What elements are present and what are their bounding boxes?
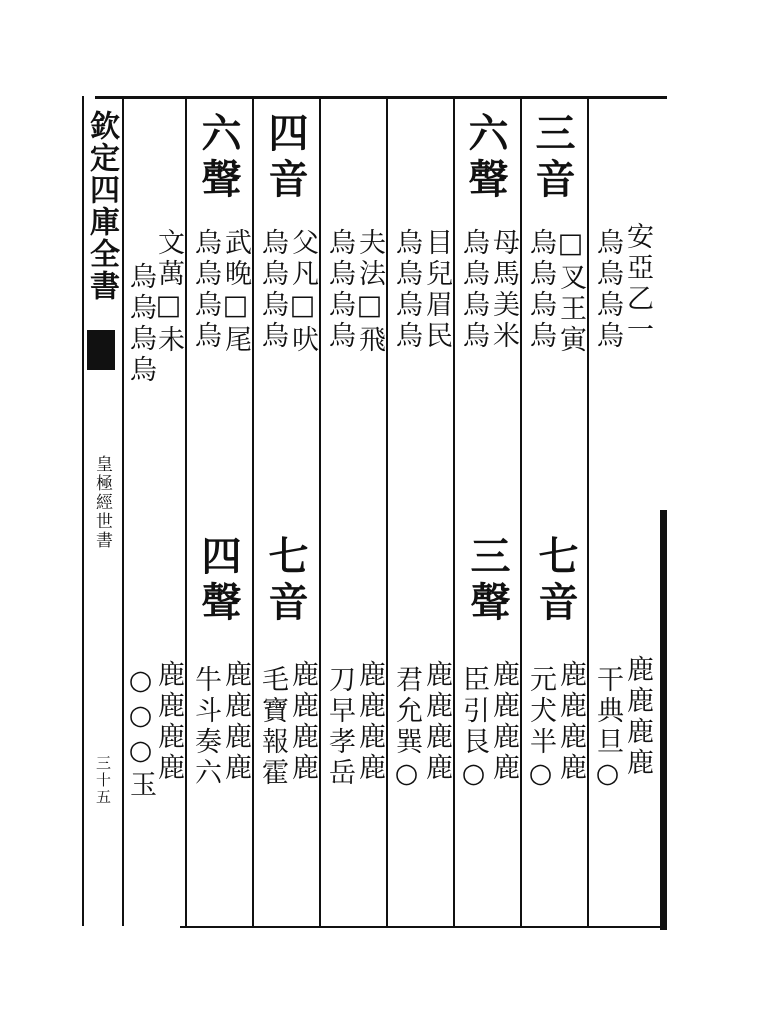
margin-column-border <box>122 96 124 926</box>
column-divider <box>319 96 321 926</box>
column-text: 鹿鹿鹿鹿 <box>287 660 318 784</box>
column-text: 鹿鹿鹿鹿 <box>354 660 385 784</box>
column-text: 安亞乙一 <box>622 222 653 346</box>
top-border <box>95 96 667 99</box>
column-text: 刀早孝岳 <box>324 665 355 789</box>
column-text: 烏烏烏烏 <box>190 228 221 352</box>
column-text: 烏烏烏烏 <box>458 228 489 352</box>
right-border <box>660 510 667 930</box>
fishtail-mark <box>87 330 115 370</box>
sub-title: 皇極經世書 <box>92 455 112 550</box>
column-divider <box>386 96 388 926</box>
column-divider <box>185 96 187 926</box>
column-text: 烏烏烏烏 <box>592 228 623 352</box>
column-text: 鹿鹿鹿鹿 <box>555 660 586 784</box>
column-text: 鹿鹿鹿鹿 <box>622 655 653 779</box>
column-text: 鹿鹿鹿鹿 <box>421 660 452 784</box>
column-text: 牛斗奏六 <box>190 665 221 789</box>
column-text: 鹿鹿鹿鹿 <box>153 660 184 784</box>
column-text: 烏烏烏烏 <box>324 228 355 352</box>
column-text: 文萬□未 <box>153 228 184 356</box>
column-text: 烏烏烏烏 <box>125 262 156 386</box>
column-divider <box>520 96 522 926</box>
column-text: 母馬美米 <box>488 228 519 352</box>
column-divider <box>252 96 254 926</box>
column-text: 烏烏烏烏 <box>525 228 556 352</box>
column-divider <box>587 96 589 926</box>
column-text: 目兒眉民 <box>421 228 452 352</box>
column-text: ○○○玉 <box>125 665 156 801</box>
column-text: 臣引艮○ <box>458 665 489 793</box>
column-text: 鹿鹿鹿鹿 <box>488 660 519 784</box>
column-text: 君允巽○ <box>391 665 422 793</box>
column-heading: 三音 <box>529 112 576 204</box>
column-heading: 六聲 <box>462 112 509 204</box>
column-text: 干典旦○ <box>592 665 623 793</box>
column-text: 父凡□吠 <box>287 228 318 356</box>
column-heading: 七音 <box>532 535 579 627</box>
column-heading: 三聲 <box>464 535 511 627</box>
column-text: 毛寶報霍 <box>257 665 288 789</box>
page-number: 三十五 <box>94 755 112 806</box>
column-text: 烏烏烏烏 <box>391 228 422 352</box>
column-heading: 四音 <box>262 112 309 204</box>
column-text: 元犬半○ <box>525 665 556 793</box>
column-text: 烏烏烏烏 <box>257 228 288 352</box>
column-text: 鹿鹿鹿鹿 <box>220 660 251 784</box>
column-heading: 四聲 <box>195 535 242 627</box>
bottom-border <box>180 926 660 928</box>
book-title: 欽定四庫全書 <box>84 110 119 302</box>
column-text: □叉王寅 <box>555 228 586 356</box>
column-text: 武晚□尾 <box>220 228 251 356</box>
column-heading: 七音 <box>262 535 309 627</box>
column-heading: 六聲 <box>195 112 242 204</box>
column-text: 夫法□飛 <box>354 228 385 356</box>
column-divider <box>453 96 455 926</box>
